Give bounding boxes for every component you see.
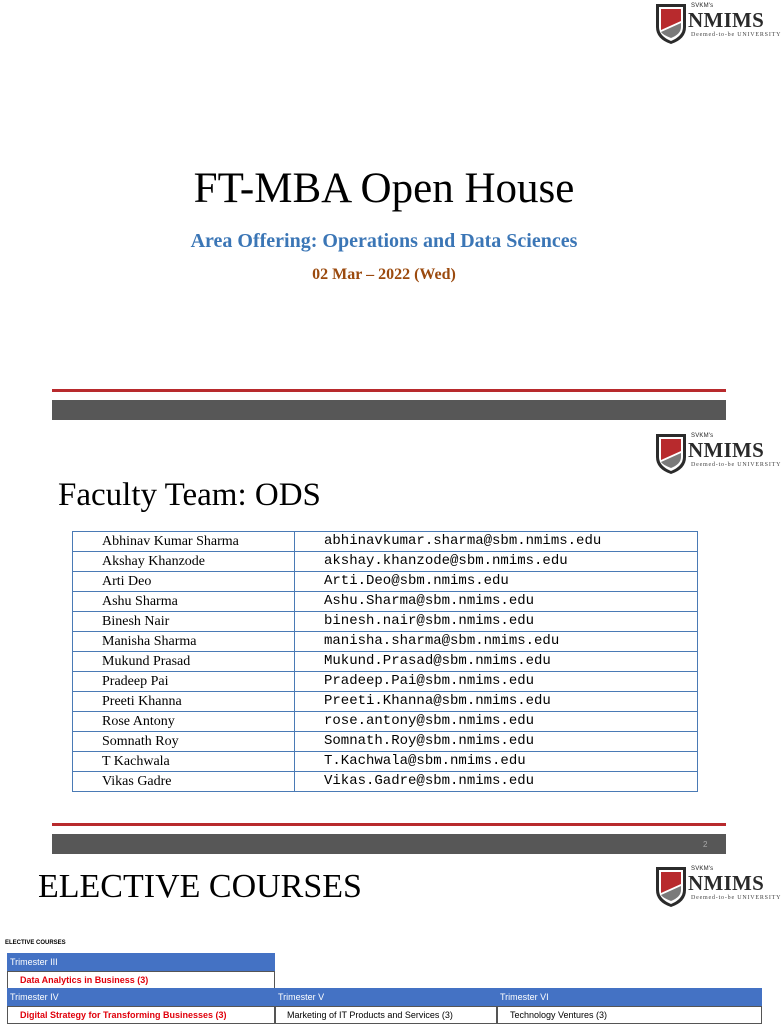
trimester-iv-course: Digital Strategy for Transforming Businesses (3) (7, 1006, 275, 1024)
faculty-name: Mukund Prasad (73, 652, 295, 672)
table-row (73, 612, 698, 632)
faculty-name: Arti Deo (73, 572, 295, 592)
faculty-email: binesh.nair@sbm.nmims.edu (295, 612, 698, 632)
table-row (73, 772, 698, 792)
nmims-logo (655, 866, 781, 910)
faculty-name: Akshay Khanzode (73, 552, 295, 572)
divider-red-line (52, 823, 726, 826)
table-row (73, 632, 698, 652)
faculty-name: Manisha Sharma (73, 632, 295, 652)
table-row (73, 652, 698, 672)
area-offering-subtitle: Area Offering: Operations and Data Sciences (190, 230, 578, 252)
faculty-email: Preeti.Khanna@sbm.nmims.edu (295, 692, 698, 712)
elective-table-title: ELECTIVE COURSES (5, 940, 66, 946)
faculty-email: Somnath.Roy@sbm.nmims.edu (295, 732, 698, 752)
logo-brand-text: NMIMS (688, 8, 765, 32)
faculty-email: T.Kachwala@sbm.nmims.edu (295, 752, 698, 772)
trimester-vi-course: Technology Ventures (3) (497, 1006, 762, 1024)
faculty-email: Mukund.Prasad@sbm.nmims.edu (295, 652, 698, 672)
table-row (73, 552, 698, 572)
logo-tagline: Deemed-to-be UNIVERSITY (691, 462, 781, 468)
faculty-email: manisha.sharma@sbm.nmims.edu (295, 632, 698, 652)
footer-grey-bar (52, 400, 726, 420)
table-row (73, 672, 698, 692)
faculty-email: rose.antony@sbm.nmims.edu (295, 712, 698, 732)
nmims-logo (655, 3, 781, 47)
page-number: 2 (703, 840, 708, 849)
open-house-title: FT-MBA Open House (193, 165, 575, 212)
table-row (73, 752, 698, 772)
logo-svkm-text: SVKM's (691, 433, 714, 439)
logo-brand-text: NMIMS (688, 871, 765, 895)
table-row (73, 572, 698, 592)
faculty-email: akshay.khanzode@sbm.nmims.edu (295, 552, 698, 572)
faculty-name: Preeti Khanna (73, 692, 295, 712)
faculty-name: Ashu Sharma (73, 592, 295, 612)
logo-tagline: Deemed-to-be UNIVERSITY (691, 895, 781, 901)
faculty-email: Vikas.Gadre@sbm.nmims.edu (295, 772, 698, 792)
faculty-email: Ashu.Sharma@sbm.nmims.edu (295, 592, 698, 612)
trimester-v-course: Marketing of IT Products and Services (3) (275, 1006, 497, 1024)
table-row (73, 732, 698, 752)
faculty-name: Somnath Roy (73, 732, 295, 752)
table-row (73, 712, 698, 732)
faculty-email: Arti.Deo@sbm.nmims.edu (295, 572, 698, 592)
faculty-name: T Kachwala (73, 752, 295, 772)
trimester-iv-header: Trimester IV (7, 988, 275, 1006)
logo-brand-text: NMIMS (688, 438, 765, 462)
trimester-iii-course: Data Analytics in Business (3) (7, 971, 275, 989)
faculty-email: abhinavkumar.sharma@sbm.nmims.edu (295, 532, 698, 552)
faculty-email: Pradeep.Pai@sbm.nmims.edu (295, 672, 698, 692)
shield-icon (655, 433, 687, 475)
logo-svkm-text: SVKM's (691, 866, 714, 872)
nmims-logo (655, 433, 781, 477)
faculty-name: Pradeep Pai (73, 672, 295, 692)
faculty-name: Rose Antony (73, 712, 295, 732)
trimester-v-header: Trimester V (275, 988, 497, 1006)
faculty-table (72, 531, 698, 792)
faculty-team-title: Faculty Team: ODS (58, 477, 321, 513)
shield-icon (655, 866, 687, 908)
logo-svkm-text: SVKM's (691, 3, 714, 9)
divider-red-line (52, 389, 726, 392)
faculty-name: Abhinav Kumar Sharma (73, 532, 295, 552)
trimester-vi-header: Trimester VI (497, 988, 762, 1006)
table-row (73, 692, 698, 712)
footer-grey-bar (52, 834, 726, 854)
logo-tagline: Deemed-to-be UNIVERSITY (691, 32, 781, 38)
faculty-name: Binesh Nair (73, 612, 295, 632)
table-row (73, 592, 698, 612)
faculty-name: Vikas Gadre (73, 772, 295, 792)
table-row (73, 532, 698, 552)
shield-icon (655, 3, 687, 45)
event-date: 02 Mar – 2022 (Wed) (312, 266, 456, 283)
trimester-iii-header: Trimester III (7, 953, 275, 971)
elective-courses-title: ELECTIVE COURSES (38, 868, 362, 905)
